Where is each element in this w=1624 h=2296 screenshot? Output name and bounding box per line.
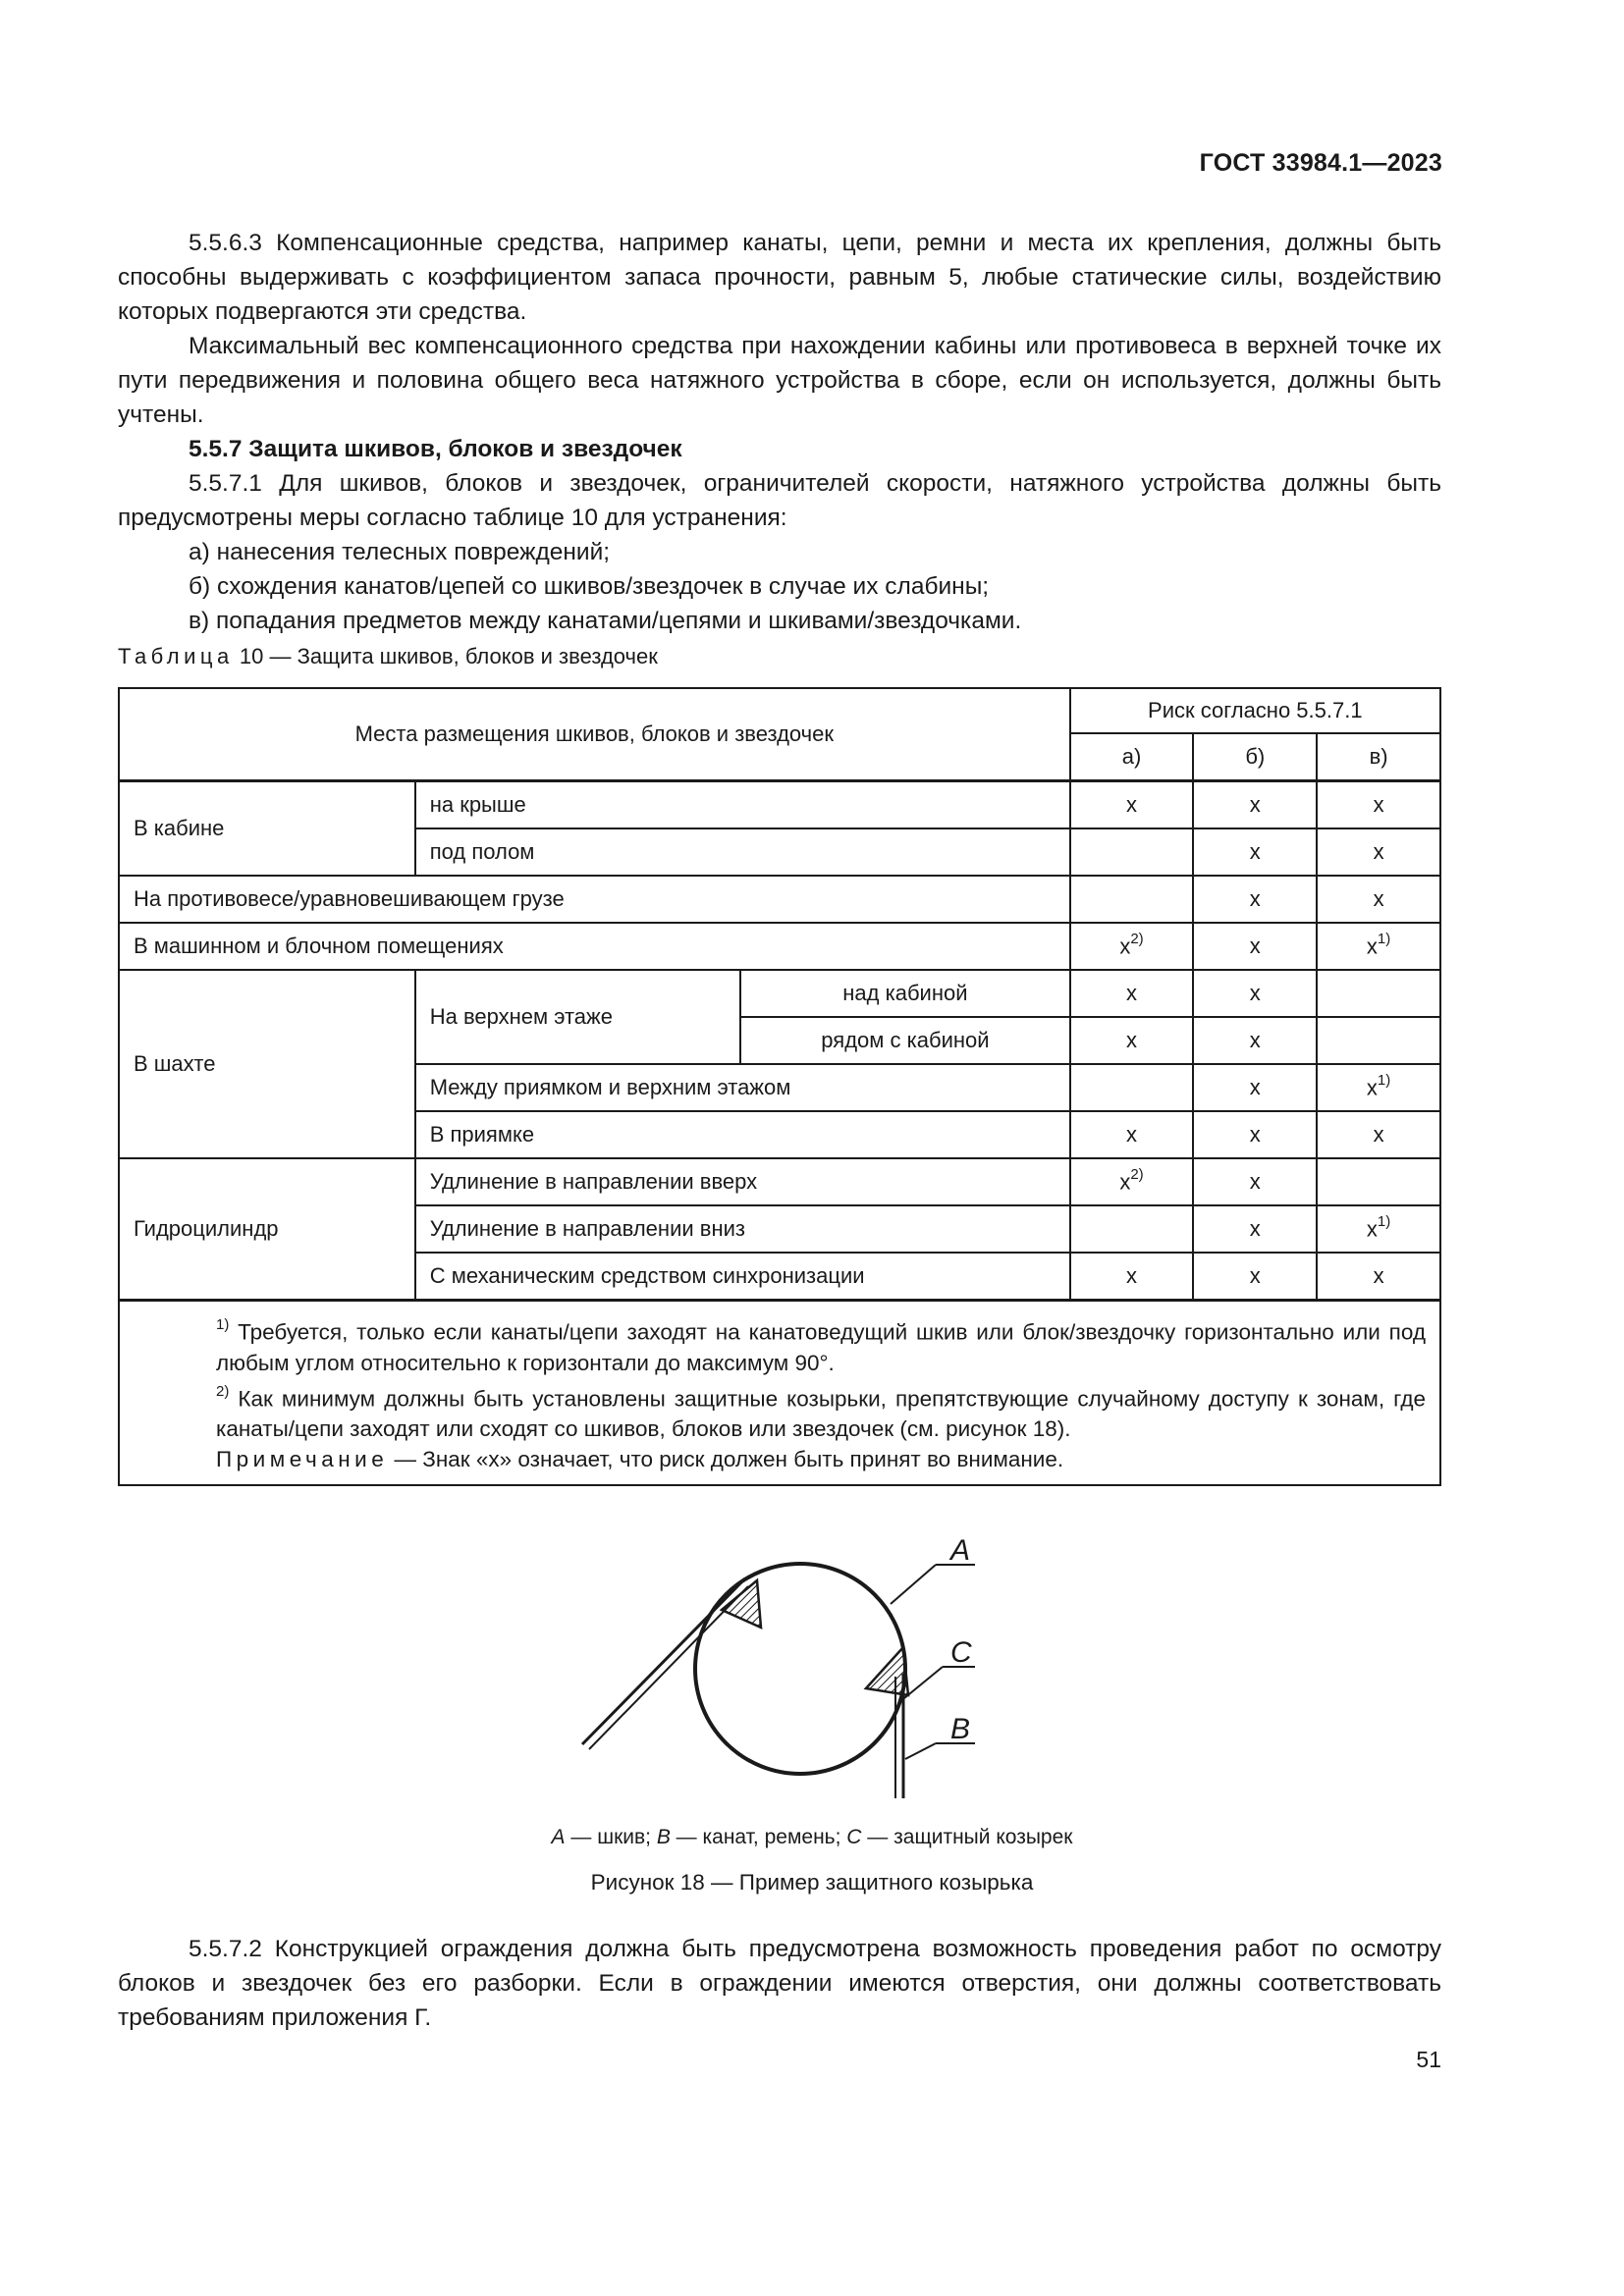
protective-visor-figure — [565, 1502, 1016, 1826]
footnote-1: $^{1)}$ Требуется, только если канаты/цепи заходят на канатоведущий шкив или блок/звездочку горизонтально или под любым углом относительно к горизонтали до максимум 90°. — [216, 1316, 1426, 1375]
row-between: Между приямком и верхним этажом — [415, 1064, 1070, 1111]
leader-c — [904, 1667, 943, 1698]
cell-mark: x — [1193, 1017, 1317, 1064]
row-above-cabin: над кабиной — [740, 970, 1069, 1017]
paragraph-max-weight: Максимальный вес компенсационного средства при нахождении кабины или противовеса в верхней точке их пути передвижения и половина общего веса натяжного устройства в сборе, если он используется, должны быть учтены. — [118, 333, 1441, 428]
cell-empty — [1070, 1064, 1194, 1111]
cell-mark: x — [1193, 970, 1317, 1017]
cell-mark: x — [1193, 876, 1317, 923]
table-row — [119, 781, 1440, 829]
header-risk: Риск согласно 5.5.7.1 — [1070, 688, 1440, 733]
row-cylinder: Гидроцилиндр — [119, 1158, 415, 1301]
page-number: 51 — [1416, 2047, 1441, 2072]
cell-mark: x — [1193, 1205, 1317, 1253]
cell-mark-fn2: $x^{2)}$ — [1070, 1158, 1194, 1205]
figure-caption: Рисунок 18 — Пример защитного козырька — [590, 1870, 1034, 1895]
row-top-floor: На верхнем этаже — [415, 970, 741, 1064]
list-item-a: а) нанесения телесных повреждений; — [189, 539, 611, 565]
cell-mark: x — [1193, 828, 1317, 876]
header-col-a: а) — [1070, 733, 1194, 781]
table-header-row — [119, 688, 1440, 733]
cell-mark: x — [1193, 1064, 1317, 1111]
cell-mark: x — [1193, 1111, 1317, 1158]
table-caption-word: Таблица — [118, 644, 234, 668]
figure-legend: A — шкив; B — канат, ремень; C — защитный козырек — [551, 1826, 1073, 1848]
table-note: Примечание — Знак «x» означает, что риск должен быть принят во внимание. — [216, 1447, 1064, 1471]
list-item-b: б) схождения канатов/цепей со шкивов/звездочек в случае их слабины; — [189, 573, 990, 600]
row-shaft: В шахте — [119, 970, 415, 1158]
row-cabin: В кабине — [119, 781, 415, 877]
cell-mark: x — [1070, 1111, 1194, 1158]
header-col-b: б) — [1193, 733, 1317, 781]
cell-mark-fn1: $x^{1)}$ — [1317, 1064, 1440, 1111]
cell-mark: x — [1070, 970, 1194, 1017]
cell-mark-fn1: $x^{1)}$ — [1317, 1205, 1440, 1253]
cell-mark-fn1: $x^{1)}$ — [1317, 923, 1440, 970]
cell-empty — [1070, 876, 1194, 923]
rope-left-outer — [582, 1578, 745, 1744]
body-text-bottom — [118, 1932, 1441, 2035]
visor-right — [866, 1647, 908, 1695]
body-text-top — [118, 226, 1441, 638]
label-c: C — [950, 1636, 972, 1669]
header-location: Места размещения шкивов, блоков и звездочек — [119, 688, 1070, 781]
cell-mark: x — [1317, 1111, 1440, 1158]
row-ext-up: Удлинение в направлении вверх — [415, 1158, 1070, 1205]
cell-mark: x — [1070, 1017, 1194, 1064]
table-caption-title: 10 — Защита шкивов, блоков и звездочек — [233, 644, 658, 668]
document-code: ГОСТ 33984.1—2023 — [1199, 149, 1442, 177]
row-sync: С механическим средством синхронизации — [415, 1253, 1070, 1301]
cell-empty — [1317, 1158, 1440, 1205]
table-row — [119, 876, 1440, 923]
row-cabin-roof: на крыше — [415, 781, 1070, 829]
row-beside-cabin: рядом с кабиной — [740, 1017, 1069, 1064]
table-notes-row — [119, 1301, 1440, 1486]
cell-mark: x — [1070, 781, 1194, 829]
cell-mark: x — [1317, 781, 1440, 829]
section-heading-5-5-7: 5.5.7 Защита шкивов, блоков и звездочек — [189, 436, 682, 462]
risk-table — [118, 687, 1441, 1486]
cell-mark: x — [1317, 876, 1440, 923]
table-row — [119, 970, 1440, 1017]
list-item-c: в) попадания предметов между канатами/цепями и шкивами/звездочками. — [189, 608, 1022, 634]
cell-mark: x — [1070, 1253, 1194, 1301]
cell-empty — [1070, 828, 1194, 876]
paragraph-5-5-7-2: 5.5.7.2 Конструкцией ограждения должна быть предусмотрена возможность проведения работ по осмотру блоков и звездочек без его разборки. Если в ограждении имеются отверстия, они должны соответствовать требованиям приложения Г. — [118, 1936, 1441, 2031]
cell-mark-fn2: $x^{2)}$ — [1070, 923, 1194, 970]
paragraph-5-5-7-1: 5.5.7.1 Для шкивов, блоков и звездочек, ограничителей скорости, натяжного устройства должны быть предусмотрены меры согласно таблице 10 для устранения: — [118, 470, 1441, 531]
cell-empty — [1070, 1205, 1194, 1253]
sheave-circle — [695, 1564, 905, 1774]
table-row — [119, 923, 1440, 970]
row-ext-down: Удлинение в направлении вниз — [415, 1205, 1070, 1253]
row-counterweight: На противовесе/уравновешивающем грузе — [119, 876, 1070, 923]
label-b: B — [950, 1713, 971, 1745]
table-notes — [119, 1301, 1440, 1486]
leader-a — [891, 1565, 936, 1604]
row-machine-room: В машинном и блочном помещениях — [119, 923, 1070, 970]
paragraph-5-5-6-3: 5.5.6.3 Компенсационные средства, например канаты, цепи, ремни и места их крепления, должны быть способны выдерживать с коэффициентом запаса прочности, равным 5, любые статические силы, воздействию которых подвергаются эти средства. — [118, 230, 1441, 325]
leader-b — [905, 1743, 936, 1759]
cell-mark: x — [1193, 1158, 1317, 1205]
cell-mark: x — [1193, 1253, 1317, 1301]
header-col-c: в) — [1317, 733, 1440, 781]
cell-mark: x — [1317, 1253, 1440, 1301]
cell-empty — [1317, 1017, 1440, 1064]
visor-left — [722, 1580, 761, 1628]
row-cabin-floor: под полом — [415, 828, 1070, 876]
row-pit: В приямке — [415, 1111, 1070, 1158]
table-row — [119, 1158, 1440, 1205]
cell-empty — [1317, 970, 1440, 1017]
cell-mark: x — [1193, 923, 1317, 970]
footnote-2: $^{2)}$ Как минимум должны быть установлены защитные козырьки, препятствующие случайному доступу к зонам, где канаты/цепи заходят или сходят со шкивов, блоков или звездочек (см. рисунок 18). — [216, 1382, 1426, 1441]
cell-mark: x — [1317, 828, 1440, 876]
table-caption — [118, 644, 658, 669]
label-a: A — [950, 1534, 971, 1567]
cell-mark: x — [1193, 781, 1317, 829]
